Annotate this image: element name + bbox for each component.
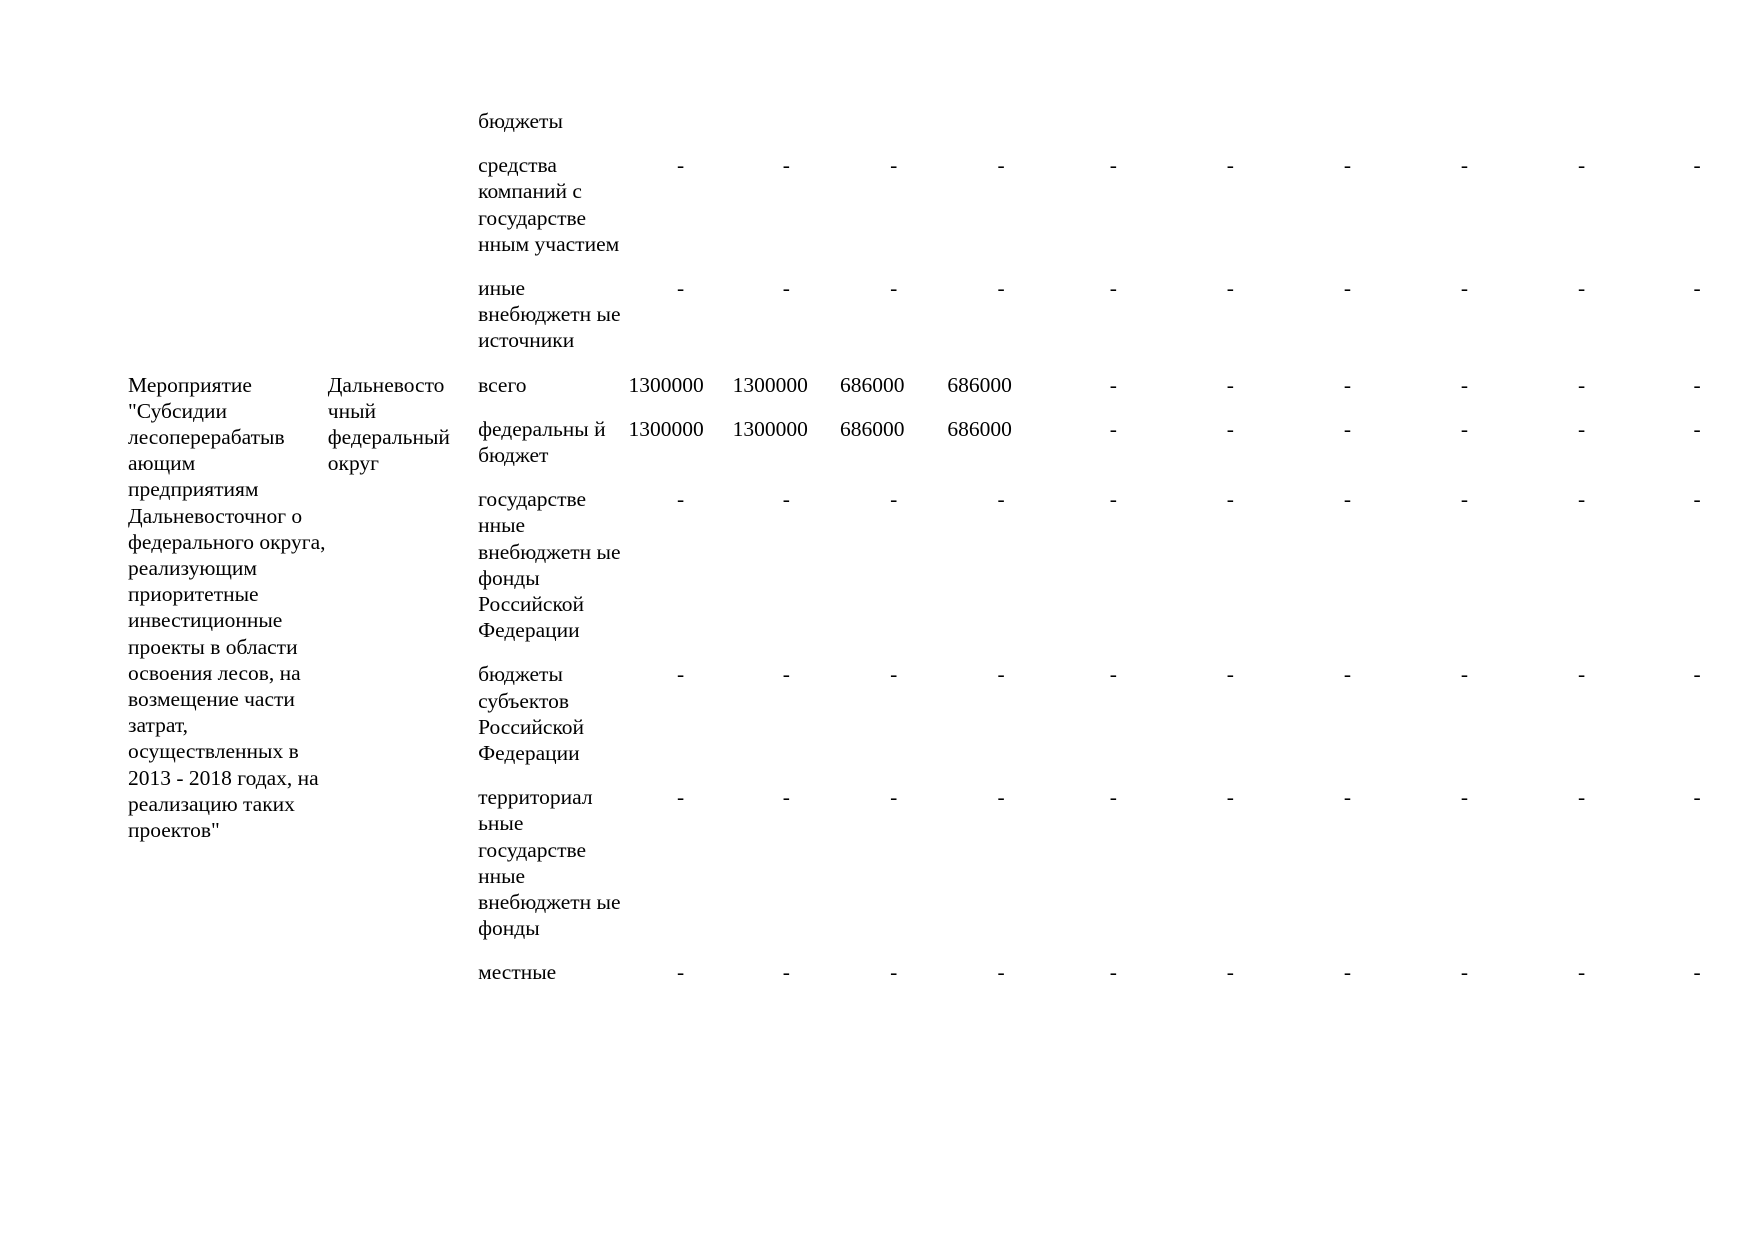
table-row	[128, 372, 1754, 398]
table-row	[128, 152, 1754, 257]
row-spacer	[128, 134, 1754, 152]
value-cell: 1300000	[732, 372, 808, 397]
value-cell: -	[676, 960, 685, 985]
value-cell: -	[1460, 785, 1469, 810]
value-cell: -	[1109, 416, 1117, 441]
value-cell: -	[782, 662, 790, 687]
value-cell: -	[890, 662, 898, 687]
value-cell: -	[1460, 662, 1469, 687]
value-cell: -	[997, 960, 1005, 985]
source-cell: федеральны й бюджет	[478, 416, 606, 468]
measure-cell	[128, 275, 328, 354]
value-cell: 686000	[947, 372, 1012, 397]
value-cell: -	[1343, 487, 1352, 512]
value-cell: -	[1693, 785, 1701, 810]
value-cell: -	[1693, 487, 1701, 512]
value-cell: 686000	[840, 416, 905, 441]
value-cell: -	[1109, 960, 1117, 985]
region-cell	[328, 108, 478, 134]
value-cell: -	[890, 487, 898, 512]
value-cell: -	[1577, 960, 1586, 985]
value-cell	[1523, 108, 1640, 134]
value-cell: -	[1693, 153, 1701, 178]
source-cell: бюджеты	[478, 109, 563, 133]
value-cell: 686000	[840, 372, 905, 397]
value-cell	[840, 108, 947, 134]
value-cell: -	[1460, 153, 1469, 178]
value-cell: -	[1577, 153, 1586, 178]
value-cell: -	[782, 960, 790, 985]
value-cell: -	[782, 487, 790, 512]
value-cell: -	[1693, 662, 1701, 687]
value-cell: -	[1226, 372, 1234, 397]
value-cell: -	[1460, 487, 1469, 512]
value-cell: -	[1226, 276, 1234, 301]
value-cell: -	[1460, 276, 1469, 301]
value-cell: -	[1226, 416, 1234, 441]
source-cell: государстве нные внебюджетн ые фонды Российской Федерации	[478, 487, 621, 643]
value-cell: -	[1343, 276, 1352, 301]
source-cell: иные внебюджетн ые источники	[478, 276, 621, 353]
value-cell: -	[1109, 372, 1117, 397]
value-cell: -	[1343, 785, 1352, 810]
table-row	[128, 275, 1754, 354]
value-cell: -	[1460, 960, 1469, 985]
source-cell: территориал ьные государстве нные внебюджетн ые фонды	[478, 785, 621, 941]
value-cell: -	[997, 785, 1005, 810]
value-cell: -	[1343, 153, 1352, 178]
value-cell: -	[1693, 276, 1701, 301]
value-cell: -	[1226, 153, 1234, 178]
value-cell: 1300000	[732, 416, 808, 441]
value-cell	[1289, 108, 1406, 134]
source-cell: средства компаний с государстве нным участием	[478, 153, 620, 256]
value-cell: -	[997, 153, 1005, 178]
value-cell: -	[1343, 960, 1352, 985]
value-cell: -	[890, 960, 898, 985]
value-cell: -	[890, 153, 898, 178]
row-spacer	[128, 354, 1754, 372]
value-cell	[733, 108, 840, 134]
value-cell: -	[782, 785, 790, 810]
value-cell: -	[1693, 416, 1701, 441]
value-cell: -	[676, 662, 685, 687]
region-cell: Дальневосто чный федеральный округ	[327, 372, 450, 476]
value-cell	[947, 108, 1054, 134]
value-cell	[628, 108, 732, 134]
value-cell: -	[676, 785, 685, 810]
value-cell: -	[1343, 372, 1352, 397]
value-cell: 686000	[947, 416, 1012, 441]
value-cell	[1406, 108, 1523, 134]
value-cell: -	[1109, 153, 1117, 178]
value-cell: -	[676, 487, 685, 512]
value-cell: -	[1577, 416, 1586, 441]
value-cell: -	[890, 785, 898, 810]
value-cell: -	[1577, 662, 1586, 687]
value-cell: -	[1226, 785, 1234, 810]
value-cell	[1640, 108, 1754, 134]
value-cell: -	[676, 153, 685, 178]
table-row	[128, 108, 1754, 134]
value-cell: -	[997, 487, 1005, 512]
measure-cell	[128, 152, 328, 257]
value-cell: -	[1109, 487, 1117, 512]
value-cell: -	[782, 153, 790, 178]
source-cell: бюджеты субъектов Российской Федерации	[478, 662, 585, 766]
value-cell: -	[1109, 662, 1117, 687]
source-cell: местные	[478, 960, 557, 985]
value-cell: -	[997, 662, 1005, 687]
value-cell: -	[1343, 662, 1352, 687]
value-cell: -	[1577, 276, 1586, 301]
value-cell: -	[1226, 487, 1234, 512]
value-cell: -	[1460, 416, 1469, 441]
region-cell	[328, 152, 478, 257]
measure-cell	[128, 108, 328, 134]
value-cell: -	[997, 276, 1005, 301]
source-cell: всего	[478, 372, 527, 397]
value-cell: -	[1577, 372, 1586, 397]
value-cell: -	[1693, 372, 1701, 397]
value-cell: -	[890, 276, 898, 301]
value-cell: -	[1109, 276, 1117, 301]
value-cell: -	[1577, 785, 1586, 810]
value-cell: -	[1693, 960, 1701, 985]
row-spacer	[128, 257, 1754, 275]
value-cell: -	[782, 276, 790, 301]
value-cell: -	[676, 276, 685, 301]
value-cell: 1300000	[628, 416, 704, 441]
value-cell: -	[1109, 785, 1117, 810]
value-cell	[1055, 108, 1172, 134]
value-cell: -	[1460, 372, 1469, 397]
value-cell: -	[1226, 960, 1234, 985]
value-cell: -	[1577, 487, 1586, 512]
region-cell	[328, 275, 478, 354]
value-cell: -	[1343, 416, 1352, 441]
value-cell: 1300000	[628, 372, 704, 397]
value-cell: -	[1226, 662, 1234, 687]
budget-allocation-table	[128, 108, 1754, 986]
measure-description-cell: Мероприятие "Субсидии лесоперерабатыв ающим предприятиям Дальневосточног о федерального округа, реализующим приоритетные инвестиционные проекты в области освоения лесов, на возмещение части затрат, осуществленных в 2013 - 2018 годах, на реализацию таких проектов"	[128, 372, 326, 843]
value-cell	[1172, 108, 1289, 134]
